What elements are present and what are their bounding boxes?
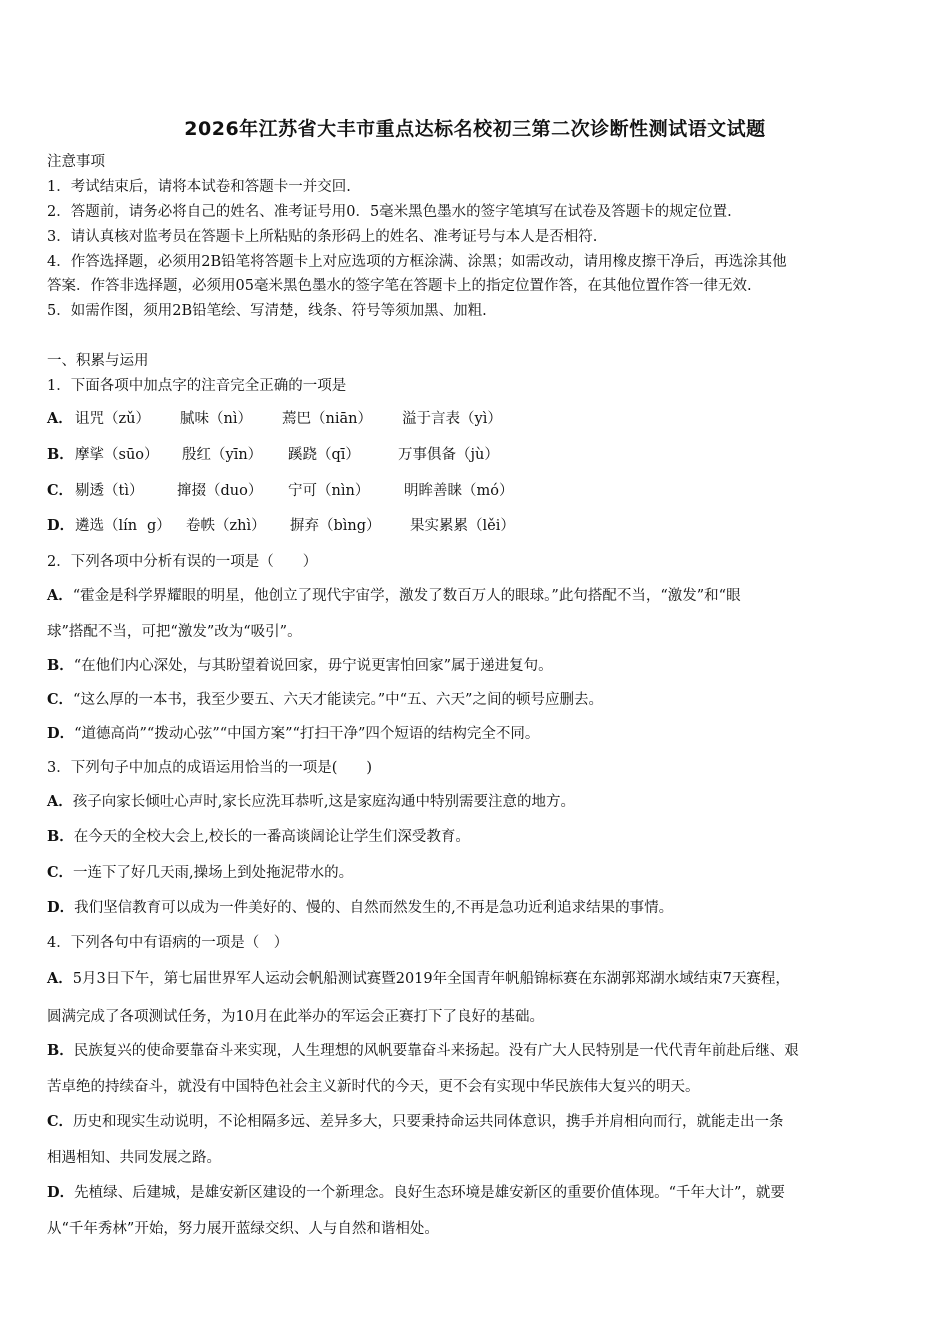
option-text: 5月3日下午，第七届世界军人运动会帆船测试赛暨2019年全国青年帆船锦标赛在东湖郭郑湖水域结束7天赛程， [72,971,790,987]
q3-option-d [47,898,673,918]
q1-option-d [47,516,907,536]
q4-option-b [47,1041,799,1061]
question-3-stem: 3．下列句子中加点的成语运用恰当的一项是( ) [47,760,373,776]
option-text: “霍金是科学界耀眼的明星，他创立了现代宇宙学，激发了数百万人的眼球。”此句搭配不当，“激发”和“眼 [72,588,741,604]
notice-item: 2．答题前，请务必将自己的姓名、准考证号用0．5毫米黑色墨水的签字笔填写在试卷及答题卡的规定位置. [47,204,732,220]
option-item: 溢于言表（yì） [402,411,502,427]
question-4-stem: 4．下列各句中有语病的一项是（ ） [47,935,289,951]
option-label: A． [47,410,73,427]
option-letter: A． [47,793,73,810]
option-item: 遴选（lín [75,518,138,534]
q2-option-c [47,690,603,710]
option-letter: C． [47,1113,74,1130]
section-heading: 一、积累与运用 [47,353,149,369]
option-item: 明眸善睐（mó） [404,483,514,499]
option-item: 撺掇（duo） [177,483,263,499]
option-item: 摩挲（sūo） [75,447,159,463]
option-letter: A． [47,970,73,987]
option-text: 历史和现实生动说明，不论相隔多远、差异多大，只要秉持命运共同体意识，携手并肩相向而行，就能走出一条 [73,1114,784,1130]
option-letter: B． [47,1042,74,1059]
option-item: 蔫巴（niān） [282,411,372,427]
question-2-stem: 2．下列各项中分析有误的一项是（ ） [47,554,318,570]
option-letter: B． [47,657,74,674]
q1-option-c [47,481,907,501]
option-letter: C． [47,864,74,881]
q2-option-a-cont: 球”搭配不当，可把“激发”改为“吸引”。 [47,624,302,640]
question-1-stem: 1．下面各项中加点字的注音完全正确的一项是 [47,378,347,394]
q1-option-b [47,445,907,465]
option-label: B． [47,446,74,463]
q4-option-d [47,1183,785,1203]
q4-option-a [47,969,790,989]
notice-item: 1．考试结束后，请将本试卷和答题卡一并交回. [47,179,351,195]
option-letter: B． [47,828,74,845]
notice-item: 5．如需作图，须用2B铅笔绘、写清楚，线条、符号等须加黑、加粗. [47,303,487,319]
option-text: “道德高尚”“拨动心弦”“中国方案”“打扫干净”四个短语的结构完全不同。 [74,726,540,742]
option-letter: D． [47,1184,75,1201]
option-item: g） [147,518,171,534]
option-item: 摒弃（bìng） [290,518,381,534]
option-item: 诅咒（zǔ） [75,411,150,427]
q2-option-a [47,586,741,606]
option-text: 我们坚信教育可以成为一件美好的、慢的、自然而然发生的,不再是急功近利追求结果的事情。 [74,900,674,916]
option-item: 卷帙（zhì） [186,518,266,534]
option-label: D． [47,517,75,534]
notice-item: 4．作答选择题，必须用2B铅笔将答题卡上对应选项的方框涂满、涂黑；如需改动，请用橡皮擦干净后，再选涂其他 [47,254,787,270]
option-letter: C． [47,691,74,708]
option-text: 一连下了好几天雨,操场上到处拖泥带水的。 [73,865,354,881]
option-letter: D． [47,725,75,742]
option-text: 先植绿、后建城，是雄安新区建设的一个新理念。良好生态环境是雄安新区的重要价值体现。“千年大计”，就要 [74,1185,785,1201]
q4-option-c-cont: 相遇相知、共同发展之路。 [47,1150,221,1166]
option-letter: A． [47,587,73,604]
q3-option-b [47,827,470,847]
q4-option-b-cont: 苦卓绝的持续奋斗，就没有中国特色社会主义新时代的今天，更不会有实现中华民族伟大复兴的明天。 [47,1079,700,1095]
q4-option-c [47,1112,784,1132]
notice-heading: 注意事项 [47,154,105,170]
option-item: 腻味（nì） [180,411,252,427]
option-letter: D． [47,899,75,916]
option-item: 剔透（tì） [75,483,144,499]
option-text: 在今天的全校大会上,校长的一番高谈阔论让学生们深受教育。 [73,829,470,845]
q4-option-a-cont: 圆满完成了各项测试任务，为10月在此举办的军运会正赛打下了良好的基础。 [47,1009,544,1025]
option-item: 殷红（yīn） [182,447,263,463]
option-text: “这么厚的一本书，我至少要五、六天才能读完。”中“五、六天”之间的顿号应删去。 [73,692,603,708]
q2-option-b [47,656,553,676]
page-title: 2026年江苏省大丰市重点达标名校初三第二次诊断性测试语文试题 [184,118,766,140]
q3-option-c [47,863,353,883]
option-item: 蹊跷（qī） [288,447,360,463]
option-item: 果实累累（lěi） [410,518,515,534]
notice-item: 答案．作答非选择题，必须用05毫米黑色墨水的签字笔在答题卡上的指定位置作答，在其他位置作答一律无效. [47,278,752,294]
option-text: 孩子向家长倾吐心声时,家长应洗耳恭听,这是家庭沟通中特别需要注意的地方。 [72,794,575,810]
notice-item: 3．请认真核对监考员在答题卡上所粘贴的条形码上的姓名、准考证号与本人是否相符. [47,229,598,245]
option-item: 万事俱备（jù） [398,447,499,463]
option-item: 宁可（nìn） [288,483,370,499]
option-text: 民族复兴的使命要靠奋斗来实现，人生理想的风帆要靠奋斗来扬起。没有广大人民特别是一代代青年前赴后继、艰 [73,1043,799,1059]
q3-option-a [47,792,575,812]
option-label: C． [47,482,74,499]
q4-option-d-cont: 从“千年秀林”开始，努力展开蓝绿交织、人与自然和谐相处。 [47,1221,439,1237]
q2-option-d [47,724,539,744]
q1-option-a [47,409,907,429]
option-text: “在他们内心深处，与其盼望着说回家，毋宁说更害怕回家”属于递进复句。 [73,658,553,674]
